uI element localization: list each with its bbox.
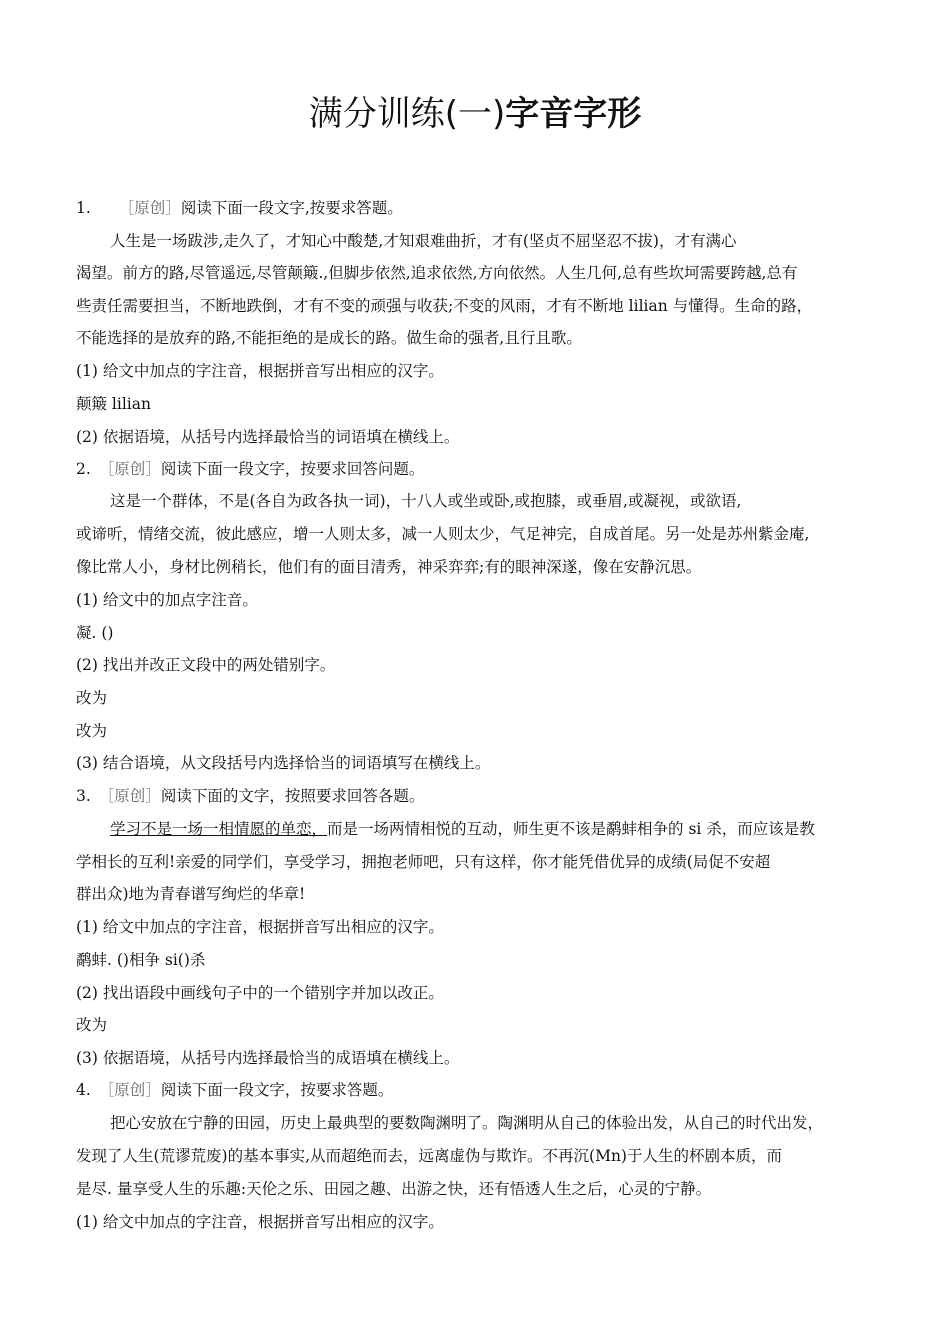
q3-header [76, 784, 424, 808]
q3-sub-1: (1) 给文中加点的字注音，根据拼音写出相应的汉字。 [76, 918, 444, 936]
q4-sub-1: (1) 给文中加点的字注音，根据拼音写出相应的汉字。 [76, 1213, 444, 1231]
q4-number: 4. [76, 1081, 91, 1099]
q3-number: 3. [76, 787, 91, 805]
q3-sub-3: (3) 依据语境，从括号内选择最恰当的成语填在横线上。 [76, 1049, 460, 1067]
q1-answer-1: 颠簸 lilian [76, 395, 151, 413]
q4-tag: ［原创］ [98, 1081, 161, 1099]
q2-sub-3: (3) 结合语境，从文段括号内选择恰当的词语填写在横线上。 [76, 754, 491, 772]
q4-header [76, 1078, 393, 1102]
q3-answer-1: 鹬蚌. ()相争 si()杀 [76, 951, 206, 969]
q1-header [76, 196, 403, 220]
q3-passage-line-2: 学相长的互利!亲爱的同学们，享受学习，拥抱老师吧，只有这样，你才能凭借优异的成绩(局促不安超 [76, 853, 771, 871]
q2-prompt: 阅读下面一段文字，按要求回答问题。 [160, 460, 425, 478]
q2-number: 2. [76, 460, 91, 478]
q4-passage-line-1: 把心安放在宁静的田园，历史上最典型的要数陶渊明了。陶渊明从自己的体验出发，从自己的时代出发， [110, 1114, 824, 1132]
q3-tag: ［原创］ [98, 787, 161, 805]
q1-passage-line-3: 些责任需要担当，不断地跌倒，才有不变的顽强与收获;不变的风雨，才有不断地 lilian 与懂得。生命的路， [76, 297, 813, 315]
q3-underlined-sentence: 学习不是一场一相情愿的单恋， [110, 820, 328, 838]
q1-passage-line-2: 渴望。前方的路,尽管遥远,尽管颠簸.,但脚步依然,追求依然,方向依然。人生几何,总有些坎坷需要跨越,总有 [76, 264, 798, 282]
q2-sub-2: (2) 找出并改正文段中的两处错别字。 [76, 656, 336, 674]
q1-prompt: 阅读下面一段文字,按要求答题。 [180, 199, 403, 217]
q1-passage-line-4: 不能选择的是放弃的路,不能拒绝的是成长的路。做生命的强者,且行且歌。 [76, 329, 582, 347]
page-title [0, 88, 950, 140]
q3-sub-2: (2) 找出语段中画线句子中的一个错别字并加以改正。 [76, 984, 444, 1002]
q1-sub-2: (2) 依据语境，从括号内选择最恰当的词语填在横线上。 [76, 428, 460, 446]
q4-prompt: 阅读下面一段文字，按要求答题。 [160, 1081, 394, 1099]
q2-sub-1: (1) 给文中的加点字注音。 [76, 591, 258, 609]
q2-answer-1: 凝. () [76, 624, 114, 642]
q4-passage-line-2: 发现了人生(荒谬荒废)的基本事实,从而超绝而去，远离虚伪与欺诈。不再沉(Mn)于人生的杯剧本质，而 [76, 1147, 782, 1165]
q2-tag: ［原创］ [98, 460, 161, 478]
q1-number: 1. [76, 199, 91, 217]
q2-passage-line-3: 像比常人小，身材比例稍长，他们有的面目清秀，神采弈弈;有的眼神深遂，像在安静沉思。 [76, 558, 702, 576]
q3-passage-line-3: 群出众)地为青春谱写绚烂的华章! [76, 885, 306, 903]
q2-passage-line-2: 或谛听，情绪交流，彼此感应，增一人则太多，减一人则太少，气足神完，自成首尾。另一处是苏州紫金庵, [76, 525, 810, 543]
q1-tag: ［原创］ [118, 199, 181, 217]
q2-passage-line-1: 这是一个群体，不是(各自为政各执一词)，十八人或坐或卧,或抱膝，或垂眉,或凝视，或欲语, [110, 492, 742, 510]
q3-passage-line-1-rest: 而是一场两情相悦的互动，师生更不该是鹬蚌相争的 si 杀，而应该是教 [327, 820, 815, 838]
q2-answer-2: 改为 [76, 689, 108, 707]
q1-passage-line-1: 人生是一场跋涉,走久了，才知心中酸楚,才知艰难曲折，才有(坚贞不屈坚忍不拔)，才有满心 [110, 232, 737, 250]
q2-answer-3: 改为 [76, 722, 108, 740]
q4-passage-line-3: 是尽. 量享受人生的乐趣:天伦之乐、田园之趣、出游之快，还有悟透人生之后，心灵的宁静。 [76, 1180, 712, 1198]
title-main: 满分训练(一) [308, 94, 506, 134]
q2-header [76, 457, 424, 481]
q3-passage-line-1 [110, 817, 815, 841]
q3-answer-2: 改为 [76, 1016, 108, 1034]
q3-prompt: 阅读下面的文字，按照要求回答各题。 [160, 787, 425, 805]
title-bold: 字音字形 [505, 94, 642, 134]
q1-sub-1: (1) 给文中加点的字注音，根据拼音写出相应的汉字。 [76, 362, 444, 380]
